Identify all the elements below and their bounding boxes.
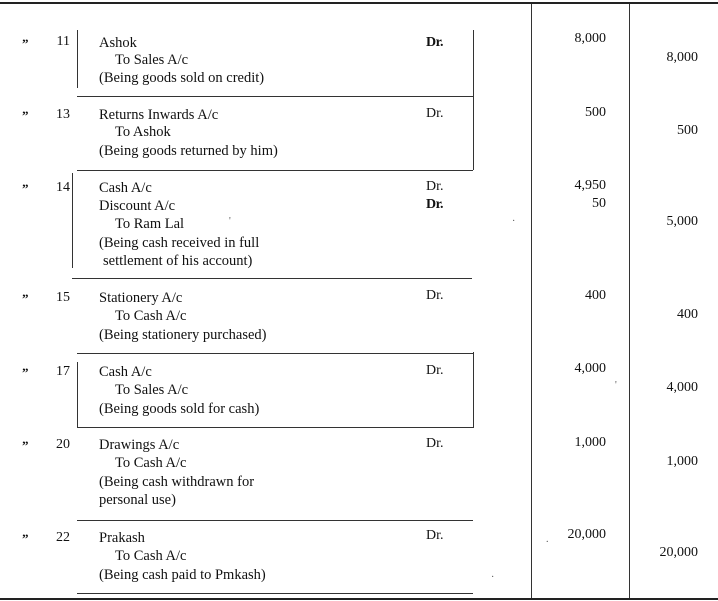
debit-account: Returns Inwards A/c xyxy=(99,107,219,123)
dr-label: Dr. xyxy=(426,528,444,543)
entry-separator xyxy=(77,593,473,594)
credit-amount: 20,000 xyxy=(659,545,698,560)
entry-separator xyxy=(77,96,473,97)
top-rule xyxy=(0,2,718,4)
lf-right-rule xyxy=(473,30,474,170)
entry-date: 11 xyxy=(56,34,70,49)
debit-account: Discount A/c xyxy=(99,198,176,214)
debit-right-rule xyxy=(629,4,630,598)
debit-account: Drawings A/c xyxy=(99,437,180,453)
narration: (Being goods returned by him) xyxy=(99,143,278,159)
debit-amount: 500 xyxy=(585,105,606,120)
stray-mark: ' xyxy=(229,216,231,227)
dr-label: Dr. xyxy=(426,197,444,212)
debit-amount: 4,000 xyxy=(574,361,606,376)
entry-date: 17 xyxy=(56,364,70,379)
entry-separator xyxy=(77,353,473,354)
credit-account: To Sales A/c xyxy=(115,382,189,398)
dr-label: Dr. xyxy=(426,35,444,50)
debit-account: Cash A/c xyxy=(99,180,152,196)
narration: (Being stationery purchased) xyxy=(99,327,267,343)
entry-separator xyxy=(77,170,473,171)
ditto-mark: ” xyxy=(22,365,28,380)
lf-right-rule xyxy=(473,352,474,428)
debit-account: Stationery A/c xyxy=(99,290,183,306)
narration: personal use) xyxy=(99,492,176,508)
stray-mark: . xyxy=(546,534,549,545)
debit-amount: 1,000 xyxy=(574,435,606,450)
dr-label: Dr. xyxy=(426,363,444,378)
debit-amount: 4,950 xyxy=(574,178,606,193)
debit-account: Cash A/c xyxy=(99,364,152,380)
credit-account: To Cash A/c xyxy=(115,548,187,564)
entry-separator xyxy=(77,520,473,521)
ditto-mark: ” xyxy=(22,181,28,196)
narration: (Being cash paid to Pmkash) xyxy=(99,567,266,583)
narration: (Being goods sold for cash) xyxy=(99,401,260,417)
bottom-rule xyxy=(0,598,718,600)
debit-amount: 20,000 xyxy=(567,527,606,542)
entry-date: 13 xyxy=(56,107,70,122)
ditto-mark: ” xyxy=(22,291,28,306)
ditto-mark: ” xyxy=(22,108,28,123)
entry-date: 15 xyxy=(56,290,70,305)
stray-mark: · xyxy=(491,572,495,583)
particulars-left-rule xyxy=(72,173,73,268)
debit-account: Ashok xyxy=(99,35,137,51)
particulars-left-rule xyxy=(77,362,78,428)
ditto-mark: ” xyxy=(22,531,28,546)
dr-label: Dr. xyxy=(426,106,444,121)
credit-amount: 8,000 xyxy=(666,50,698,65)
dr-label: Dr. xyxy=(426,288,444,303)
debit-amount: 50 xyxy=(592,196,606,211)
stray-mark: ' xyxy=(615,380,617,391)
debit-amount: 8,000 xyxy=(574,31,606,46)
narration: settlement of his account) xyxy=(103,253,253,269)
dr-label: Dr. xyxy=(426,436,444,451)
narration: (Being goods sold on credit) xyxy=(99,70,265,86)
credit-account: To Cash A/c xyxy=(115,308,187,324)
credit-amount: 1,000 xyxy=(666,454,698,469)
dr-label: Dr. xyxy=(426,179,444,194)
credit-account: To Cash A/c xyxy=(115,455,187,471)
credit-amount: 500 xyxy=(677,123,698,138)
credit-account: To Ram Lal xyxy=(115,216,185,232)
debit-amount: 400 xyxy=(585,288,606,303)
narration: (Being cash received in full xyxy=(99,235,260,251)
credit-account: To Ashok xyxy=(115,124,171,140)
credit-amount: 5,000 xyxy=(666,214,698,229)
credit-amount: 4,000 xyxy=(666,380,698,395)
debit-left-rule xyxy=(531,4,532,598)
credit-account: To Sales A/c xyxy=(115,52,189,68)
debit-account: Prakash xyxy=(99,530,145,546)
ditto-mark: ” xyxy=(22,36,28,51)
entry-separator xyxy=(72,278,472,279)
entry-date: 20 xyxy=(56,437,70,452)
entry-date: 14 xyxy=(56,180,70,195)
entry-separator xyxy=(77,427,473,428)
ditto-mark: ” xyxy=(22,438,28,453)
narration: (Being cash withdrawn for xyxy=(99,474,255,490)
entry-date: 22 xyxy=(56,530,70,545)
stray-mark: · xyxy=(512,216,516,227)
particulars-left-rule xyxy=(77,30,78,88)
credit-amount: 400 xyxy=(677,307,698,322)
